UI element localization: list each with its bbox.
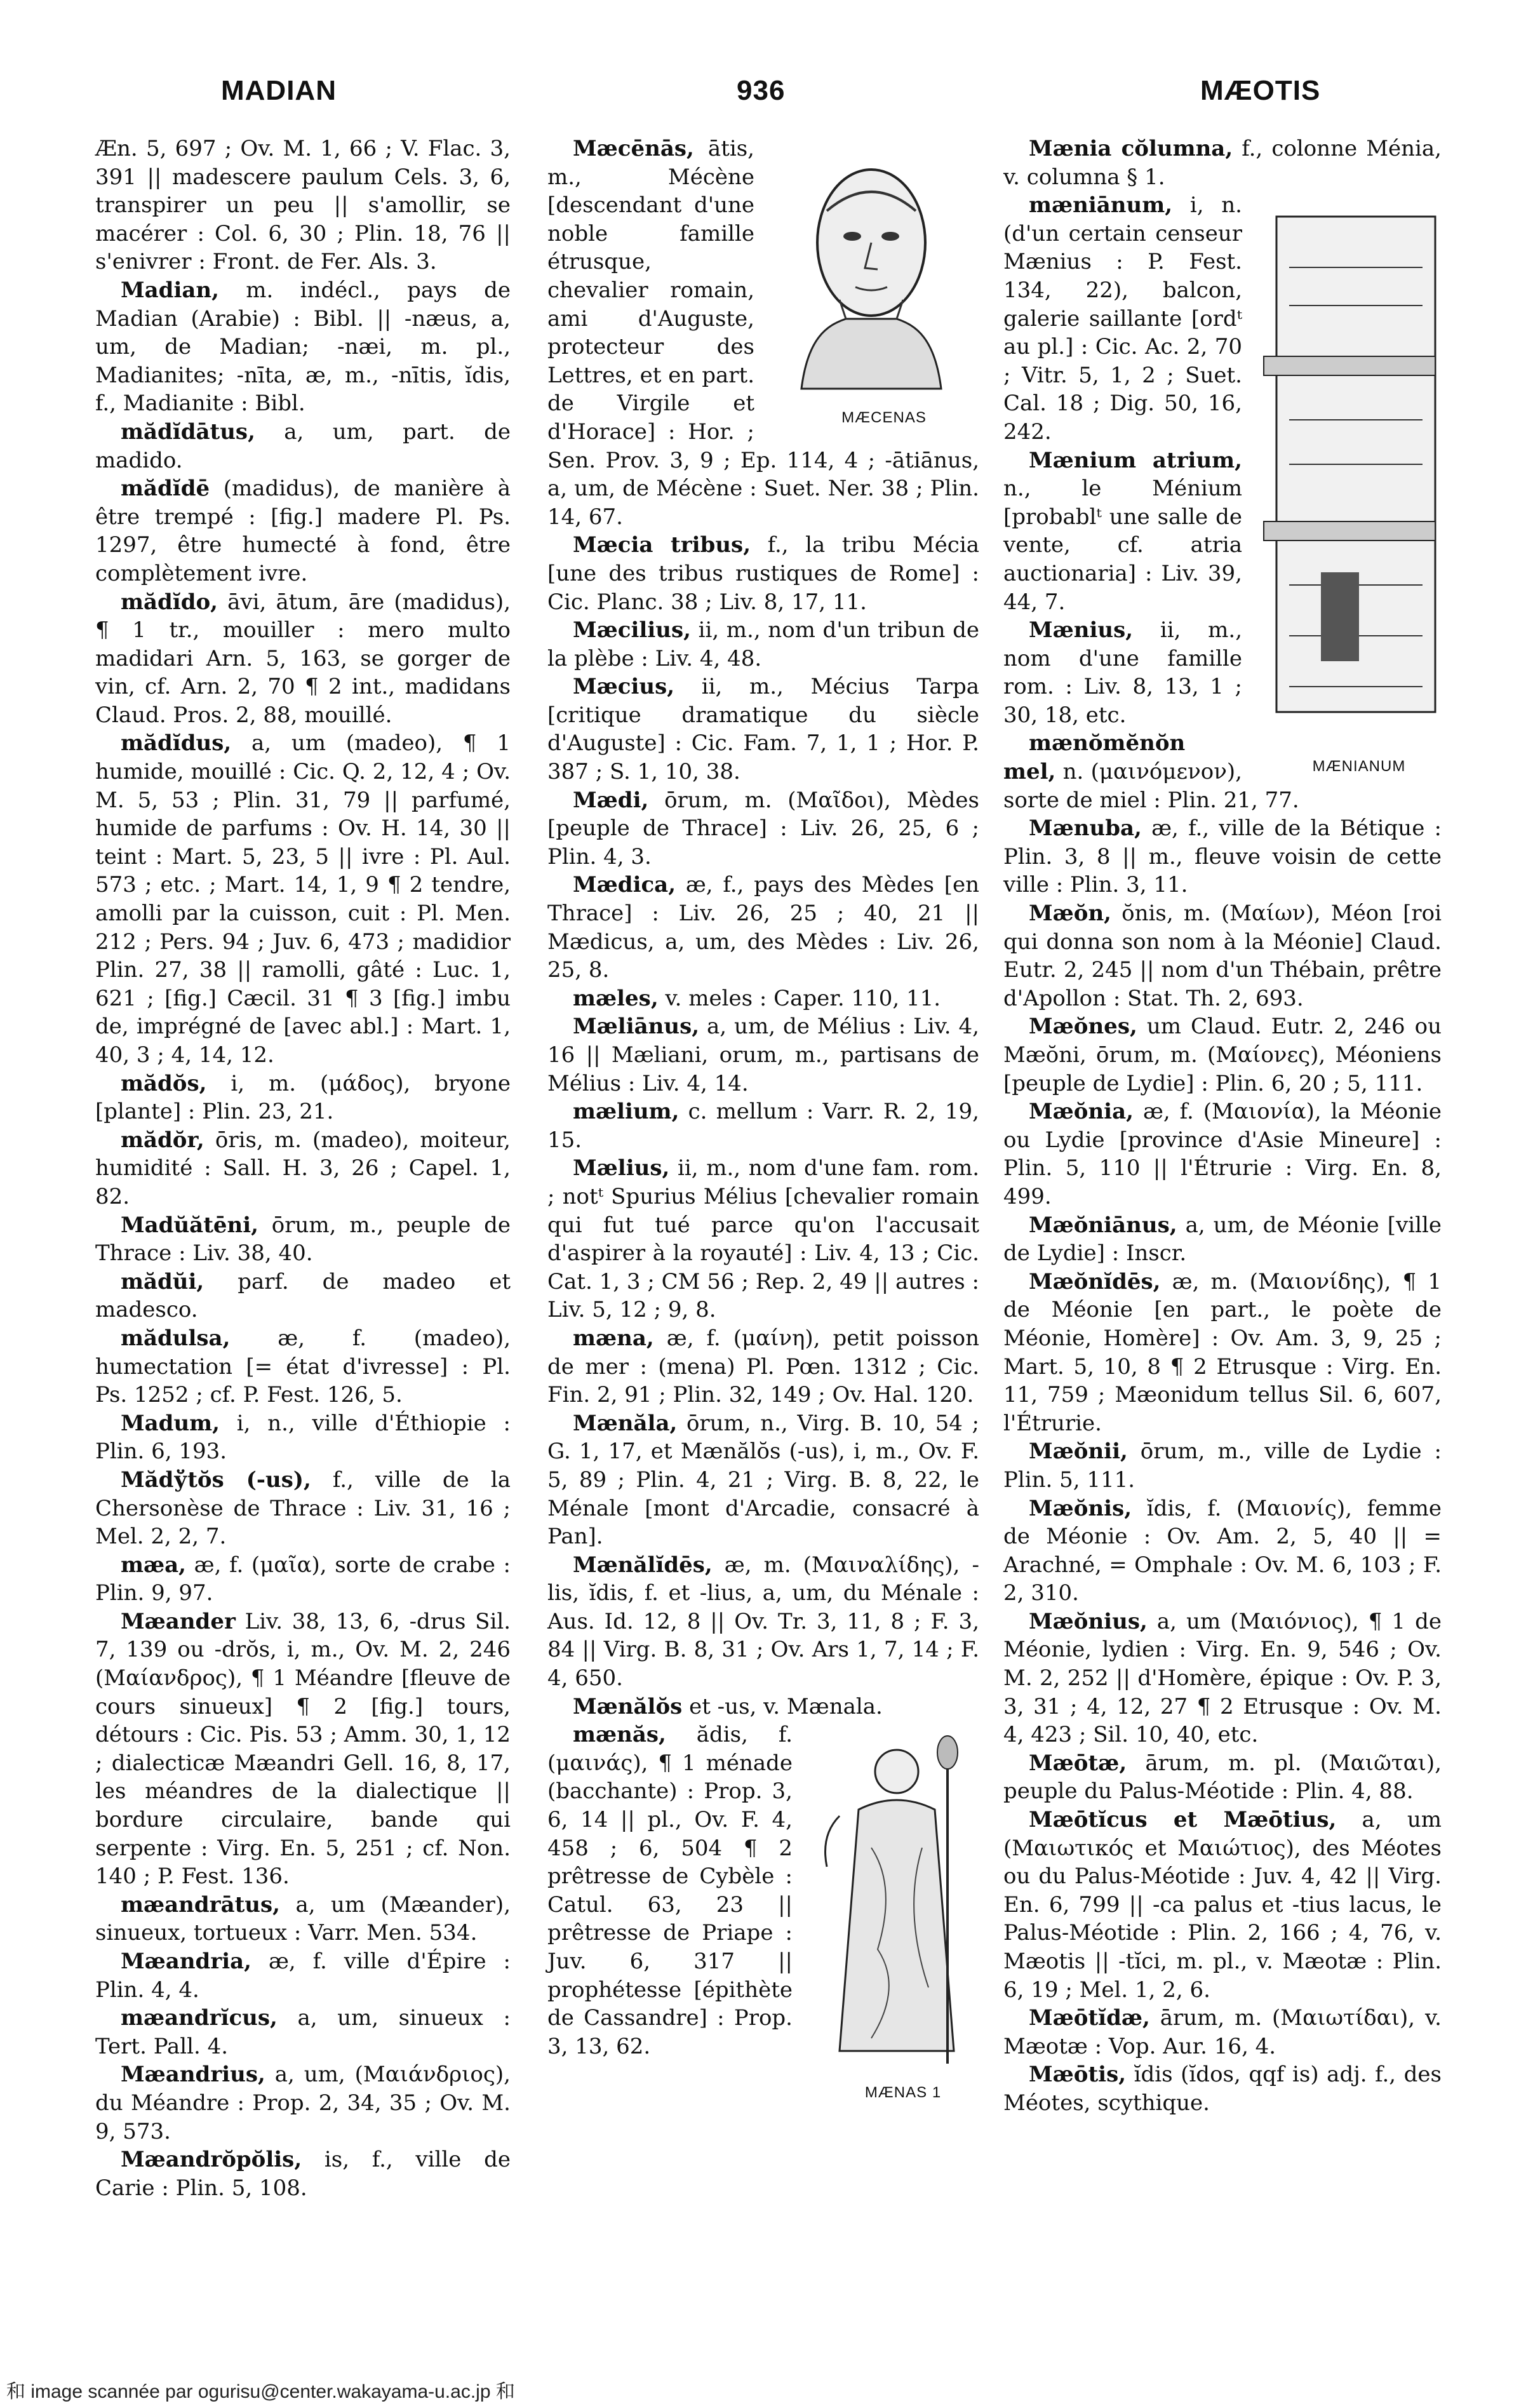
entry-definition: æ, f., pays des Mèdes [en Thrace] : Liv. 26, 25 ; 40, 21 || Mædicus, a, um, des Mèdes : Liv. 26, 25, 8. xyxy=(547,872,980,983)
dictionary-entry xyxy=(547,616,979,673)
entry-definition: n., le Ménium [probablᵗ une salle de vente, cf. atria auctionaria] : Liv. 39, 44, 7. xyxy=(1003,476,1242,615)
figure-maenas xyxy=(801,1721,979,2107)
entry-definition: āvi, ātum, āre (madidus), ¶ 1 tr., mouiller : mero multo madidari Arn. 5, 163, se gorger de vin, cf. Arn. 2, 70 ¶ 2 int., madidans Claud. Pros. 2, 88, mouillé. xyxy=(95,589,511,728)
scan-credit: 和 image scannée par ogurisu@center.wakayama-u.ac.jp 和 xyxy=(6,2381,515,2402)
dictionary-entry xyxy=(1003,1268,1442,1438)
page-number: 936 xyxy=(737,75,786,106)
headword: Mæŏnĭdēs, xyxy=(1029,1268,1161,1294)
entry-definition: m. indécl., pays de Madian (Arabie) : Bibl. || -næus, a, um, de Madian; -næi, m. pl., Madianites; -nīta, æ, m., -nītis, ĭdis, f., Madianite : Bibl. xyxy=(95,277,511,417)
headword: Mædi, xyxy=(573,787,649,813)
headword: Madŭătēni, xyxy=(121,1212,258,1238)
entry-definition: um Claud. Eutr. 2, 246 ou Mæŏni, ōrum, m. (Μαίονες), Méoniens [peuple de Lydie] : Plin. 6, 20 ; 5, 111. xyxy=(1003,1014,1442,1096)
dictionary-entry xyxy=(547,1324,979,1409)
dictionary-entry xyxy=(547,531,979,616)
entry-definition: æ, f. (Μαιονία), la Méonie ou Lydie [province d'Asie Mineure] : Plin. 5, 110 || l'Étrurie : Virg. En. 8, 499. xyxy=(1003,1099,1442,1209)
headword: Mænuba, xyxy=(1029,816,1142,842)
headword: Mæcia tribus, xyxy=(573,532,751,558)
headword: mădulsa, xyxy=(121,1325,231,1351)
entry-definition: ōrum, m., ville de Lydie : Plin. 5, 111. xyxy=(1003,1439,1442,1493)
dictionary-entry xyxy=(95,1211,511,1268)
headword: Mæŏnis, xyxy=(1029,1495,1132,1521)
entry-definition: is, f., ville de Carie : Plin. 5, 108. xyxy=(95,2147,511,2201)
dictionary-entry xyxy=(547,1693,979,1721)
dictionary-entry xyxy=(95,2060,511,2146)
headword: mădĭdātus, xyxy=(121,419,255,445)
dictionary-entry xyxy=(1003,814,1442,899)
entry-definition: a, um, sinueux : Tert. Pall. 4. xyxy=(95,2005,511,2059)
column-middle xyxy=(547,135,979,2111)
headword: Madum, xyxy=(121,1410,220,1436)
figure-caption-maenas: MÆNAS 1 xyxy=(864,2084,942,2102)
entry-definition: ĭdis (ĭdos, qqf is) adj. f., des Méotes, scythique. xyxy=(1003,2062,1442,2116)
entry-definition: parf. de madeo et madesco. xyxy=(95,1268,511,1323)
dictionary-entry xyxy=(1003,1437,1442,1494)
dictionary-entry xyxy=(95,2146,511,2202)
headword: Mænăla, xyxy=(573,1410,678,1436)
headword: Madian, xyxy=(121,277,219,303)
entry-definition: i, m. (μάδος), bryone [plante] : Plin. 23, 21. xyxy=(95,1070,511,1125)
dictionary-entry xyxy=(95,135,511,276)
entry-definition: a, um, part. de madido. xyxy=(95,419,511,473)
headword: Mæŏnia, xyxy=(1029,1099,1134,1125)
headword: mădĭdus, xyxy=(121,730,232,756)
dictionary-entry xyxy=(95,729,511,1069)
dictionary-entry xyxy=(95,1409,511,1466)
entry-definition: ii, m., Mécius Tarpa [critique dramatique du siècle d'Auguste] : Cic. Fam. 7, 1, 1 ; Hor. P. 387 ; S. 1, 10, 38. xyxy=(547,674,979,785)
entry-definition: et -us, v. Mænala. xyxy=(689,1693,883,1719)
dictionary-entry xyxy=(95,474,511,588)
dictionary-entry xyxy=(547,985,979,1013)
dictionary-entry xyxy=(95,1324,511,1409)
entry-definition: ōrum, m. (Μαῖδοι), Mèdes [peuple de Thrace] : Liv. 26, 25, 6 ; Plin. 4, 3. xyxy=(547,787,979,870)
entry-definition: n. (μαινόμενον), sorte de miel : Plin. 21, 77. xyxy=(1003,759,1299,813)
entry-definition: ĭdis, f. (Μαιονίς), femme de Méonie : Ov. Am. 2, 5, 40 || = Arachné, = Omphale : Ov. M. 6, 103 ; F. 2, 310. xyxy=(1003,1495,1442,1606)
headword: Mæcius, xyxy=(573,674,675,700)
dictionary-entry xyxy=(95,1466,511,1551)
dictionary-entry xyxy=(547,1409,979,1551)
headword: Mæŏniānus, xyxy=(1029,1212,1177,1238)
dictionary-entry xyxy=(547,1721,979,2102)
headword: Mæōtĭcus et Mæōtius, xyxy=(1029,1807,1337,1833)
headword: Mæōtæ, xyxy=(1029,1750,1127,1776)
headword: Mæōtis, xyxy=(1029,2062,1127,2088)
headword: Mæandrŏpŏlis, xyxy=(121,2147,302,2173)
figure-caption-maecenas: MÆCENAS xyxy=(841,409,927,426)
headword: mădĭdo, xyxy=(121,589,218,615)
headword: Mæŏn, xyxy=(1029,901,1112,927)
dictionary-entry xyxy=(95,418,511,474)
entry-definition: f., colonne Ménia, v. columna § 1. xyxy=(1003,136,1442,190)
headword: mæna, xyxy=(573,1325,654,1351)
headword: mæandrātus, xyxy=(121,1892,280,1918)
dictionary-entry xyxy=(547,1012,979,1098)
headword: Mæliānus, xyxy=(573,1014,700,1040)
entry-definition: Liv. 38, 13, 6, -drus Sil. 7, 139 ou -drŏs, i, m., Ov. M. 2, 246 (Μαίανδρος), ¶ 1 Méandre [fleuve de cours sinueux] ¶ 2 [fig.] tours, détours : Cic. Pis. 53 ; Amm. 30, 1, 12 ; dialecticæ Mæandri Gell. 16, 8, 17, les méandres de la dialectique || bordure circulaire, bande qui serpente : Virg. En. 5, 251 ; cf. Non. 140 ; P. Fest. 136. xyxy=(95,1608,511,1890)
headword: Mænălŏs xyxy=(573,1693,683,1719)
dictionary-entry xyxy=(547,1098,979,1154)
entry-definition: ārum, m. (Μαιωτίδαι), v. Mæotæ : Vop. Aur. 16, 4. xyxy=(1003,2005,1442,2059)
entry-definition: æ, m. (Μαιναλίδης), -lis, ĭdis, f. et -lius, a, um, du Ménale : Aus. Id. 12, 8 || Ov. Tr. 3, 11, 8 ; F. 3, 84 || Virg. B. 8, 31 ; Ov. Ars 1, 7, 14 ; F. 4, 650. xyxy=(547,1552,979,1691)
headword: mădŏr, xyxy=(121,1127,204,1153)
dictionary-entry xyxy=(1003,1806,1442,2004)
maecenas-bust-illustration xyxy=(763,135,979,401)
entry-definition: æ, f. (μαίνη), petit poisson de mer : (mena) Pl. Pœn. 1312 ; Cic. Fin. 2, 91 ; Plin. 32, 149 ; Ov. Hal. 120. xyxy=(547,1325,979,1408)
entry-definition: ātis, m., Mécène [descendant d'une noble famille étrusque, chevalier romain, ami d'Auguste, protecteur des Lettres, et en part. de Virgile et d'Horace] : Hor. ; Sen. Prov. 3, 9 ; Ep. 114, 4 ; -ātiānus, a, um, de Mécène : Suet. Ner. 38 ; Plin. 14, 67. xyxy=(547,136,979,530)
figure-maenianum xyxy=(1251,191,1442,781)
entry-definition: a, um (Μαιόνιος), ¶ 1 de Méonie, lydien : Virg. En. 9, 546 ; Ov. M. 2, 252 || d'Homère, épique : Ov. P. 3, 3, 31 ; 4, 12, 27 ¶ 2 Etrusque : Ov. M. 4, 423 ; Sil. 10, 40, etc. xyxy=(1003,1608,1442,1748)
headword: Mænium atrium, xyxy=(1029,447,1242,473)
dictionary-entry xyxy=(1003,1749,1442,1806)
dictionary-entry xyxy=(1003,899,1442,1012)
headword: mæles, xyxy=(573,985,659,1011)
entry-definition: a, um (Mæander), sinueux, tortueux : Varr. Men. 534. xyxy=(95,1892,511,1946)
headword: mæandrĭcus, xyxy=(121,2005,278,2031)
dictionary-entry xyxy=(95,276,511,418)
headword: Mæcēnās, xyxy=(573,136,694,161)
headword: Mæŏnii, xyxy=(1029,1439,1128,1465)
dictionary-entry xyxy=(547,1154,979,1324)
column-right xyxy=(1003,135,1442,2118)
entry-definition: æ, f. ville d'Épire : Plin. 4, 4. xyxy=(95,1949,511,2003)
headword: Mænius, xyxy=(1029,617,1134,643)
entry-definition: c. mellum : Varr. R. 2, 19, 15. xyxy=(547,1099,979,1153)
dictionary-entry xyxy=(1003,1211,1442,1268)
dictionary-entry xyxy=(547,1551,979,1693)
entry-definition: a, um (madeo), ¶ 1 humide, mouillé : Cic. Q. 2, 12, 4 ; Ov. M. 5, 53 ; Plin. 31, 79 || parfumé, humide de parfums : Ov. H. 14, 30 || teint : Mart. 5, 23, 5 || ivre : Pl. Aul. 573 ; etc. ; Mart. 14, 1, 9 ¶ 2 tendre, amolli par la cuisson, cuit : Pl. Men. 212 ; Pers. 94 ; Juv. 6, 473 ; madidior Plin. 27, 38 || ramolli, gâté : Luc. 1, 621 ; [fig.] Cæcil. 31 ¶ 3 [fig.] imbu de, imprégné de [avec abl.] : Mart. 1, 40, 3 ; 4, 14, 12. xyxy=(95,730,511,1068)
entry-definition: æ, f. (madeo), humectation [= état d'ivresse] : Pl. Ps. 1252 ; cf. P. Fest. 126, 5. xyxy=(95,1325,511,1408)
headword: Mæōtĭdæ, xyxy=(1029,2005,1150,2031)
dictionary-entry xyxy=(547,673,979,786)
headword: mænŏmĕnŏn mel, xyxy=(1003,730,1186,785)
headword: mælium, xyxy=(573,1099,680,1125)
entry-definition: æ, f. (μαῖα), sorte de crabe : Plin. 9, 97. xyxy=(95,1552,511,1606)
headword: Mæŏnius, xyxy=(1029,1608,1148,1634)
dictionary-entry xyxy=(547,871,979,984)
entry-definition: ōrum, m., peuple de Thrace : Liv. 38, 40. xyxy=(95,1212,511,1267)
dictionary-entry xyxy=(95,1268,511,1324)
headword: Mæcilius, xyxy=(573,617,691,643)
headword: Mælius, xyxy=(573,1155,670,1181)
dictionary-entry xyxy=(95,1126,511,1211)
dictionary-entry xyxy=(1003,2060,1442,2117)
dictionary-entry xyxy=(1003,1012,1442,1098)
headword: Mædica, xyxy=(573,872,676,898)
headword: mæa, xyxy=(121,1552,186,1578)
dictionary-entry xyxy=(1003,1495,1442,1608)
entry-definition: ārum, m. pl. (Μαιῶται), peuple du Palus-Méotide : Plin. 4, 88. xyxy=(1003,1750,1442,1805)
dictionary-entry xyxy=(1003,1098,1442,1211)
headword: mădĭdē xyxy=(121,476,210,502)
headword: mænăs, xyxy=(573,1722,666,1748)
column-left xyxy=(95,135,511,2202)
headword: Mădўtŏs (-us), xyxy=(121,1467,311,1493)
entry-definition: ii, m., nom d'une famille rom. : Liv. 8, 13, 1 ; 30, 18, etc. xyxy=(1003,617,1242,728)
entry-definition: ōris, m. (madeo), moiteur, humidité : Sall. H. 3, 26 ; Capel. 1, 82. xyxy=(95,1127,511,1209)
headword: Mæandrius, xyxy=(121,2062,265,2088)
dictionary-entry xyxy=(95,1070,511,1126)
entry-definition: f., ville de la Chersonèse de Thrace : Liv. 31, 16 ; Mel. 2, 2, 7. xyxy=(95,1467,511,1550)
entry-definition: v. meles : Caper. 110, 11. xyxy=(665,985,941,1011)
entry-definition: a, um, (Μαιάνδριος), du Méandre : Prop. 2, 34, 35 ; Ov. M. 9, 573. xyxy=(95,2062,511,2144)
entry-definition: ŏnis, m. (Μαίων), Méon [roi qui donna son nom à la Méonie] Claud. Eutr. 2, 245 || nom d'un Thébain, prêtre d'Apollon : Stat. Th. 2, 693. xyxy=(1003,901,1442,1011)
running-head-right: MÆOTIS xyxy=(1200,75,1321,106)
entry-definition: ădis, f. (μαινάς), ¶ 1 ménade (bacchante) : Prop. 3, 6, 14 || pl., Ov. F. 4, 458 ; 6, 504 ¶ 2 prêtresse de Cybèle : Catul. 63, 23 || prêtresse de Priape : Juv. 6, 317 || prophétesse [épithète de Cassandre] : Prop. 3, 13, 62. xyxy=(547,1722,793,2059)
figure-caption-maenianum: MÆNIANUM xyxy=(1312,758,1406,776)
entry-definition: Æn. 5, 697 ; Ov. M. 1, 66 ; V. Flac. 3, 391 || madescere paulum Cels. 3, 6, transpirer un peu || s'amollir, se macérer : Col. 6, 30 ; Plin. 18, 76 || s'enivrer : Front. de Fer. Als. 3. xyxy=(95,136,511,275)
dictionary-entry xyxy=(547,786,979,871)
running-head-left: MADIAN xyxy=(221,75,337,106)
dictionary-entry xyxy=(95,588,511,730)
dictionary-entry xyxy=(547,135,979,531)
dictionary-entry xyxy=(95,1608,511,1891)
headword: Mænălĭdēs, xyxy=(573,1552,713,1578)
maenas-dancer-illustration xyxy=(801,1721,979,2076)
dictionary-entry xyxy=(95,1947,511,2004)
entry-definition: ii, m., nom d'un tribun de la plèbe : Liv. 4, 48. xyxy=(547,617,979,671)
maenianum-balcony-illustration xyxy=(1251,191,1442,750)
entry-definition: a, um, de Méonie [ville de Lydie] : Inscr. xyxy=(1003,1212,1442,1267)
dictionary-entry xyxy=(95,1551,511,1608)
entry-definition: a, um (Μαιωτικός et Μαιώτιος), des Méotes ou du Palus-Méotide : Juv. 4, 42 || Virg. En. 6, 799 || -ca palus et -tius lacus, le Palus-Méotide : Plin. 2, 166 ; 4, 76, v. Mæotis || -tĭci, m. pl., v. Mæotæ : Plin. 6, 19 ; Mel. 1, 2, 6. xyxy=(1003,1807,1442,2003)
entry-definition: a, um, de Mélius : Liv. 4, 16 || Mæliani, orum, m., partisans de Mélius : Liv. 4, 14. xyxy=(547,1014,979,1096)
entry-definition: æ, m. (Μαιονίδης), ¶ 1 de Méonie [en part., le poète de Méonie, Homère] : Ov. Am. 3, 9, 25 ; Mart. 5, 10, 8 ¶ 2 Etrusque : Virg. En. 11, 759 ; Mæonidum tellus Sil. 6, 607, l'Étrurie. xyxy=(1003,1268,1442,1436)
headword: Mænia cŏlumna, xyxy=(1029,136,1233,161)
headword: mădŏs, xyxy=(121,1070,207,1096)
headword: Mæŏnes, xyxy=(1029,1014,1137,1040)
dictionary-entry xyxy=(1003,1608,1442,1749)
entry-definition: ōrum, n., Virg. B. 10, 54 ; G. 1, 17, et Mænălŏs (-us), i, m., Ov. F. 5, 89 ; Plin. 4, 21 ; Virg. B. 8, 22, le Ménale [mont d'Arcadie, consacré à Pan]. xyxy=(547,1410,979,1550)
dictionary-entry xyxy=(95,1891,511,1947)
headword: Mæander xyxy=(121,1608,236,1634)
entry-definition: æ, f., ville de la Bétique : Plin. 3, 8 || m., fleuve voisin de cette ville : Plin. 3, 11. xyxy=(1003,816,1442,898)
entry-definition: i, n. (d'un certain censeur Mænius : P. Fest. 134, 22), balcon, galerie saillante [ordᵗ au pl.] : Cic. Ac. 2, 70 ; Vitr. 5, 1, 2 ; Suet. Cal. 18 ; Dig. 50, 16, 242. xyxy=(1003,192,1242,445)
entry-definition: ii, m., nom d'une fam. rom. ; notᵗ Spurius Mélius [chevalier romain qui fut tué parce qu'on l'accusait d'aspirer à la royauté] : Liv. 4, 13 ; Cic. Cat. 1, 3 ; CM 56 ; Rep. 2, 49 || autres : Liv. 5, 12 ; 9, 8. xyxy=(547,1155,980,1323)
headword: mădŭi, xyxy=(121,1268,204,1294)
entry-definition: i, n., ville d'Éthiopie : Plin. 6, 193. xyxy=(95,1410,511,1465)
headword: mæniānum, xyxy=(1029,192,1173,218)
dictionary-entry xyxy=(95,2004,511,2060)
dictionary-entry xyxy=(1003,2004,1442,2060)
headword: Mæandria, xyxy=(121,1949,252,1974)
figure-maecenas-bust xyxy=(763,135,979,433)
entry-definition: (madidus), de manière à être trempé : [fig.] madere Pl. Ps. 1297, être humecté à fond, être complètement ivre. xyxy=(95,476,511,586)
dictionary-entry xyxy=(1003,135,1442,191)
entry-definition: f., la tribu Mécia [une des tribus rustiques de Rome] : Cic. Planc. 38 ; Liv. 8, 17, 11. xyxy=(547,532,979,615)
